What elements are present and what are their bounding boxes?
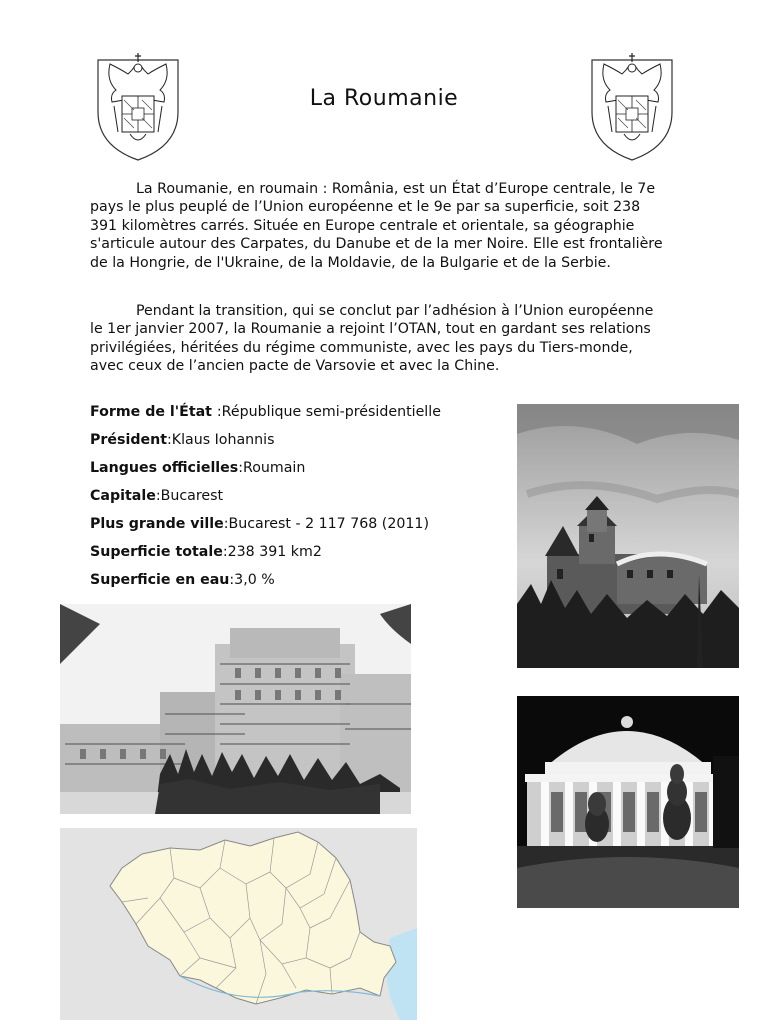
intro-paragraph [90, 180, 670, 272]
fact-label: Superficie totale [90, 544, 223, 560]
fact-capitale [90, 486, 510, 514]
fact-label: Forme de l'État [90, 404, 217, 420]
fact-forme-etat [90, 402, 510, 430]
fact-superficie-totale [90, 542, 510, 570]
fact-label: Langues officielles [90, 460, 239, 476]
fact-langues [90, 458, 510, 486]
transition-paragraph-text: Pendant la transition, qui se conclut par l’adhésion à l’Union européenne le 1er janvier 2007, la Roumanie a rejoint l’OTAN, tout en gardant ses relations privilégiées, héritées du régime communiste, avec les pays du Tiers-monde, avec ceux de l’ancien pacte de Varsovie et avec la Chine. [90, 303, 654, 375]
facts-list [90, 402, 510, 598]
fact-label: Plus grande ville [90, 516, 224, 532]
transition-paragraph [90, 302, 670, 376]
fact-superficie-eau [90, 570, 510, 598]
page-title: La Roumanie [309, 86, 459, 111]
fact-value: :République semi-présidentielle [216, 404, 441, 420]
palace-of-parliament-photo [60, 604, 411, 814]
fact-value: :Bucarest - 2 117 768 (2011) [223, 516, 429, 532]
romanian-athenaeum-photo [517, 696, 739, 908]
fact-value: :Roumain [238, 460, 306, 476]
fact-label: Superficie en eau [90, 572, 230, 588]
fact-value: :Klaus Iohannis [167, 432, 275, 448]
fact-label: Président [90, 432, 167, 448]
fact-value: :Bucarest [155, 488, 224, 504]
fact-label: Capitale [90, 488, 156, 504]
fact-plus-grande-ville [90, 514, 510, 542]
fact-president [90, 430, 510, 458]
romania-map [60, 828, 417, 1020]
fact-value: :238 391 km2 [222, 544, 322, 560]
fact-value: :3,0 % [229, 572, 275, 588]
bran-castle-photo [517, 404, 739, 668]
intro-paragraph-text: La Roumanie, en roumain : România, est un État d’Europe centrale, le 7e pays le plus peuplé de l’Union européenne et le 9e par sa superficie, soit 238 391 kilomètres carrés. Située en Europe centrale et orientale, sa géographie s'articule autour des Carpates, du Danube et de la mer Noire. Elle est frontalière de la Hongrie, de l'Ukraine, de la Moldavie, de la Bulgarie et de la Serbie. [90, 181, 663, 271]
